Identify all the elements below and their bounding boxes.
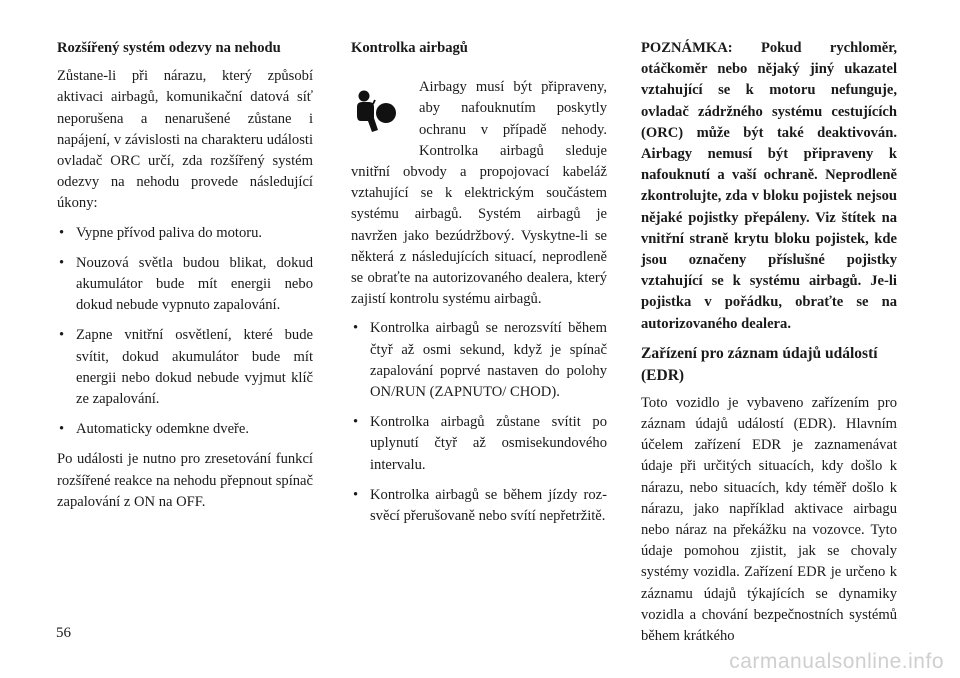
list-item: • Nouzová světla budou blikat, dokud akumulátor bude mít energii nebo dokud nebude vypnuto zapalování. [57, 253, 313, 317]
page-number: 56 [56, 625, 71, 641]
column-middle [351, 38, 607, 536]
bullet-list [57, 223, 313, 441]
section-heading: Kontrolka airbagů [351, 40, 468, 56]
list-item: • Kontrolka airbagů zůstane svítit po uplynutí čtyř až osmisekundového intervalu. [351, 412, 607, 476]
paragraph: Toto vozidlo je vybaveno zařízením pro záznam údajů událostí (EDR). Hlavním účelem zařízení EDR je zaznamenávat údaje při určitých situacích, kdy došlo k nárazu, nebo situacích, kdy téměř došlo k nárazu, jako například aktivace airbagu nebo náraz na překážku na vozovce. Tyto údaje pomohou zjistit, jak se chovaly systémy vozidla. Zařízení EDR je určeno k záznamu údajů týkajících se dynamiky vozidla a chování bezpečnostních systémů během krátkého [641, 394, 897, 645]
list-item: • Kontrolka airbagů se nerozsvítí během čtyř až osmi sekund, když je spínač zapalování poprvé nastaven do polohy ON/RUN (ZAPNUTO/ CHOD). [351, 318, 607, 403]
section-heading: Rozšířený systém odezvy na nehodu [57, 40, 281, 56]
column-right [641, 38, 897, 655]
bullet-list [351, 318, 607, 527]
airbag-warning-icon [351, 85, 411, 145]
paragraph: Airbagy musí být připraveny, aby nafouknutím poskytly ochranu v případě nehody. Kontrolka airbagů sleduje vnitřní obvody a propojovací kabeláž vztahující se k elektrickým součástem systému airbagů. Systém airbagů je navržen jako bezúdržbový. Vyskytne-li se některá z následujících situací, neprodleně se obraťte na autorizovaného dealera, který zajistí kontrolu systému airbagů. [351, 79, 607, 308]
note-paragraph: POZNÁMKA: Pokud rychloměr, otáčkoměr nebo nějaký jiný ukazatel vztahující se k motoru nefunguje, ovladač zádržného systému cestujících (ORC) může být také deaktivován. Airbagy nemusí být připraveny k nafouknutí a vaší ochraně. Neprodleně zkontrolujte, zda v bloku pojistek nejsou nějaké pojistky přepáleny. Viz štítek na vnitřní straně krytu bloku pojistek, kde jsou označeny příslušné pojistky vztahující se k systému airbagů. Je-li pojistka v pořádku, obraťte se na autorizovaného dealera. [641, 40, 897, 332]
list-item: • Vypne přívod paliva do motoru. [57, 223, 313, 244]
column-left [57, 38, 313, 521]
paragraph: Zůstane-li při nárazu, který způsobí aktivaci airbagů, komunikační datová síť neporušena a nenarušené zůstane i napájení, v závislosti na charakteru události ovladač ORC určí, zda rozšířený systém odezvy na nehodu provede následující úkony: [57, 68, 313, 212]
paragraph: Po události je nutno pro zresetování funkcí rozšířené reakce na nehodu přepnout spínač zapalování z ON na OFF. [57, 451, 313, 510]
list-item: • Zapne vnitřní osvětlení, které bude svítit, dokud akumulátor bude mít energii nebo dokud nebude vyjmut klíč ze zapalování. [57, 325, 313, 410]
list-item: • Kontrolka airbagů se během jízdy rozsvěcí přerušovaně nebo svítí nepřetržitě. [351, 485, 607, 527]
section-heading: Zařízení pro záznam údajů událostí (EDR) [641, 344, 878, 384]
list-item: • Automaticky odemkne dveře. [57, 419, 313, 440]
watermark: carmanualsonline.info [729, 650, 944, 673]
